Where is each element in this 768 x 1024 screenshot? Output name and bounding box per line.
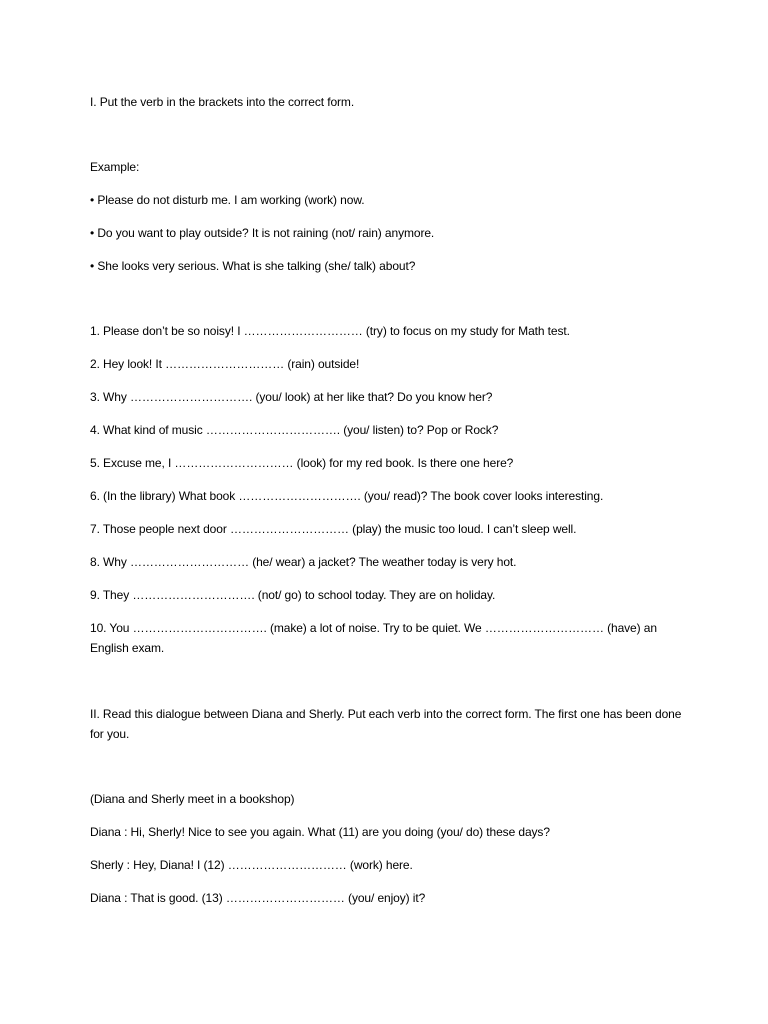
dialogue-line: Diana : Hi, Sherly! Nice to see you again. What (11) are you doing (you/ do) these days? xyxy=(90,825,550,839)
exercise-item: 7. Those people next door ………………………… (play) the music too loud. I can’t sleep well. xyxy=(90,522,577,536)
example-item: • Do you want to play outside? It is not raining (not/ rain) anymore. xyxy=(90,226,435,240)
exercise-item: 6. (In the library) What book …………………………. (you/ read)? The book cover looks interesting. xyxy=(90,489,604,503)
exercise-item: 3. Why …………………………. (you/ look) at her like that? Do you know her? xyxy=(90,390,493,404)
dialogue-scene: (Diana and Sherly meet in a bookshop) xyxy=(90,792,295,806)
example-label: Example: xyxy=(90,160,140,174)
example-item: • She looks very serious. What is she talking (she/ talk) about? xyxy=(90,259,416,273)
exercise-item: 5. Excuse me, I ………………………… (look) for my red book. Is there one here? xyxy=(90,456,514,470)
exercise-item: 8. Why ………………………… (he/ wear) a jacket? The weather today is very hot. xyxy=(90,555,517,569)
section1-heading: I. Put the verb in the brackets into the correct form. xyxy=(90,95,355,109)
exercise-item: 2. Hey look! It ………………………… (rain) outside! xyxy=(90,357,360,371)
exercise-item: 4. What kind of music ……………………………. (you/ listen) to? Pop or Rock? xyxy=(90,423,499,437)
section2-heading: II. Read this dialogue between Diana and Sherly. Put each verb into the correct form. The first one has been done for you. xyxy=(90,707,682,741)
example-item: • Please do not disturb me. I am working (work) now. xyxy=(90,193,365,207)
dialogue-line: Sherly : Hey, Diana! I (12) ………………………… (work) here. xyxy=(90,858,413,872)
exercise-item: 10. You ……………………………. (make) a lot of noise. Try to be quiet. We ………………………… (have) an English exam. xyxy=(90,621,657,655)
exercise-item: 9. They …………………………. (not/ go) to school today. They are on holiday. xyxy=(90,588,496,602)
exercise-item: 1. Please don’t be so noisy! I ………………………… (try) to focus on my study for Math test. xyxy=(90,324,570,338)
dialogue-line: Diana : That is good. (13) ………………………… (you/ enjoy) it? xyxy=(90,891,426,905)
